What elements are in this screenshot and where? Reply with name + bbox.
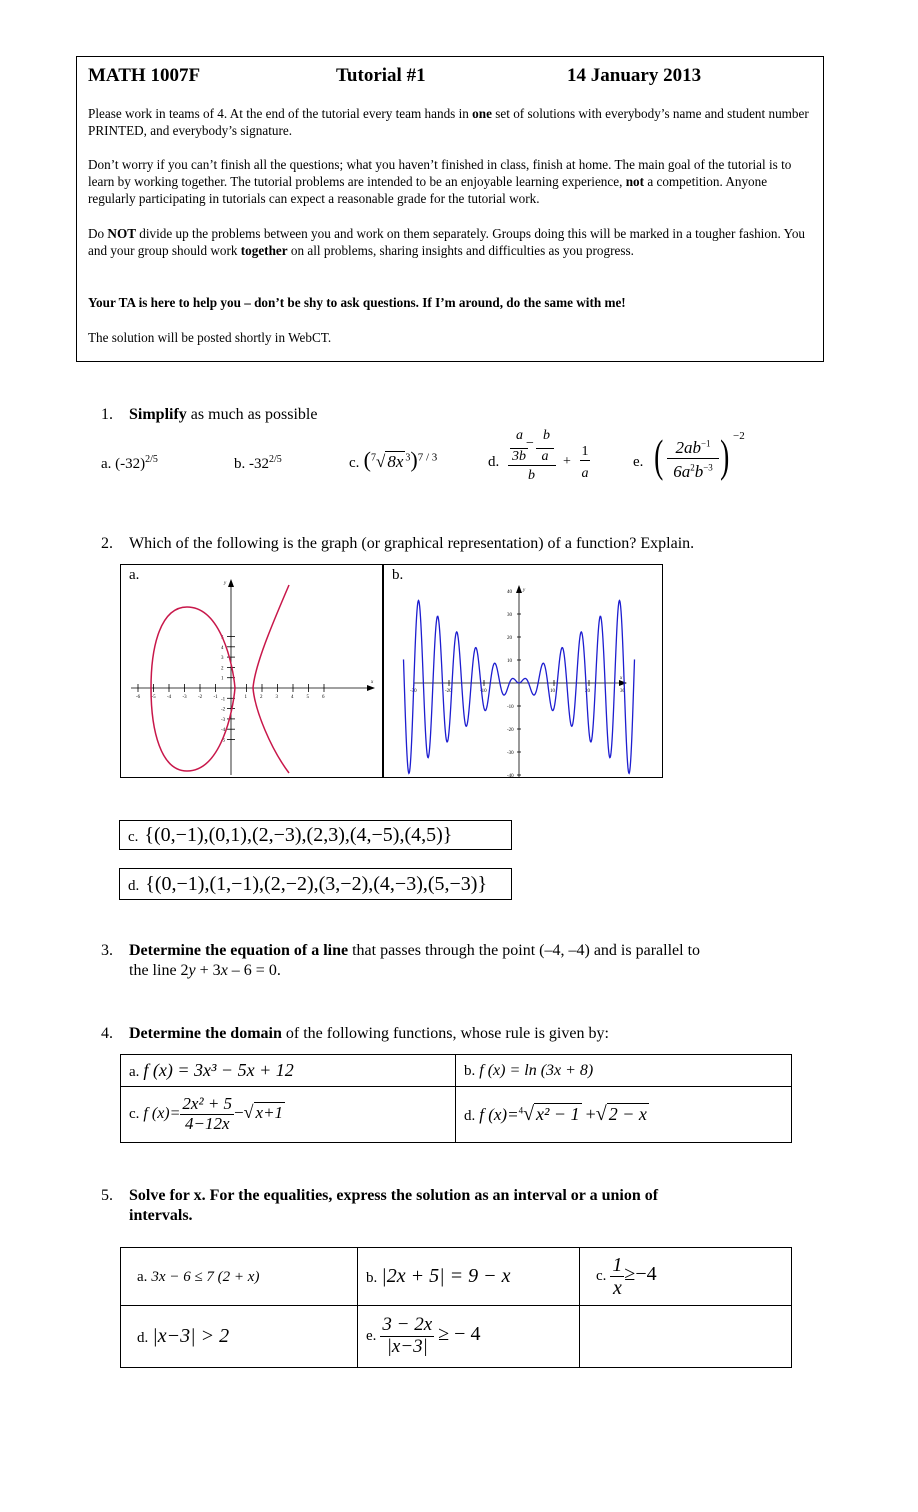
q5-table bbox=[120, 1247, 792, 1368]
graph-a-y-axis-label: y bbox=[224, 581, 227, 586]
q1-part-e: e. ( $2ab^{-1}$ $6a^2b^{-3}$ ) −2 bbox=[633, 430, 745, 481]
question-2-number: 2. bbox=[101, 535, 113, 552]
graph-a-y-tick-label: -3 bbox=[221, 717, 226, 723]
header-box bbox=[76, 56, 824, 362]
graph-a-y-tick-label: 2 bbox=[221, 666, 224, 672]
instructions-paragraph-1: Please work in teams of 4. At the end of the tutorial every team hands in one set of solutions with everybody’s name and student number PRINTED, and everybody’s signature. bbox=[88, 106, 809, 138]
question-1-text: Simplify as much as possible bbox=[129, 406, 318, 423]
graph-a-x-tick-label: 5 bbox=[306, 695, 309, 700]
instructions-paragraph-4: Your TA is here to help you – don’t be shy to ask questions. If I’m around, do the same with me! bbox=[88, 295, 626, 310]
graph-a-x-tick-label: 2 bbox=[260, 695, 263, 700]
q4-cell-a: a. f (x) = 3x³ − 5x + 12 bbox=[121, 1055, 456, 1087]
graph-b-x-tick-label: 10 bbox=[550, 689, 555, 694]
q5-cell-c: c. $\frac{1}{x}$ ≥−4 bbox=[580, 1248, 792, 1306]
q5-cell-e: e. $\frac{3 - 2x}{|x-3|}$ ≥ − 4 bbox=[358, 1306, 580, 1368]
set-c-label: c. bbox=[128, 829, 139, 845]
graph-a-x-tick-label: 3 bbox=[275, 695, 278, 700]
graph-b-box bbox=[383, 564, 663, 778]
q5-cell-a: a. 3x − 6 ≤ 7 (2 + x) bbox=[121, 1248, 358, 1306]
course-code: MATH 1007F bbox=[88, 65, 201, 86]
graph-a-left-loop bbox=[151, 607, 235, 771]
question-5-text: Solve for x. For the equalities, express the solution as an interval or a union of intervals. bbox=[129, 1187, 659, 1224]
graph-b-y-tick-label: -10 bbox=[507, 705, 514, 710]
set-d-label: d. bbox=[128, 878, 140, 894]
graph-b-y-tick-label: 20 bbox=[507, 636, 512, 641]
q5-cell-d: d. |x−3| > 2 bbox=[121, 1306, 358, 1368]
graph-b-x-axis-label: x bbox=[620, 676, 623, 681]
graph-b-y-tick-label: -20 bbox=[507, 728, 514, 733]
q4-cell-d: d. f (x)=$^4$√ x² − 1 +√ 2 − x bbox=[456, 1087, 792, 1143]
graph-b-y-tick-label: -40 bbox=[507, 774, 514, 779]
q4-table bbox=[120, 1054, 792, 1143]
q4-cell-b: b. f (x) = ln (3x + 8) bbox=[456, 1055, 792, 1087]
instructions-paragraph-5: The solution will be posted shortly in WebCT. bbox=[88, 330, 332, 345]
tutorial-title: Tutorial #1 bbox=[336, 65, 426, 86]
graph-a-x-tick-label: -1 bbox=[213, 695, 218, 700]
graph-a-right-branch bbox=[253, 585, 289, 773]
graph-a-x-tick-label: -6 bbox=[136, 695, 141, 700]
graph-b-y-tick-label: 30 bbox=[507, 613, 512, 618]
graph-a-y-tick-label: 1 bbox=[221, 676, 224, 682]
graph-a-x-axis-label: x bbox=[371, 680, 374, 685]
graph-a-plot bbox=[121, 565, 384, 779]
question-4-number: 4. bbox=[101, 1025, 113, 1042]
graph-a-label: a. bbox=[129, 567, 140, 583]
q1-part-a: a. $(-32)^{2/5}$ bbox=[101, 454, 158, 472]
question-3-number: 3. bbox=[101, 942, 113, 959]
graph-b-x-tick-label: 30 bbox=[620, 689, 625, 694]
graph-a-y-tick-label: -5 bbox=[221, 738, 226, 744]
graph-b-x-tick-label: -30 bbox=[410, 689, 417, 694]
set-d-box bbox=[119, 868, 512, 900]
graph-b-x-tick-label: -20 bbox=[445, 689, 452, 694]
q1-part-c: c. ($^7$√ 8x $^3$)$^{7 / 3}$ bbox=[349, 447, 438, 472]
set-c: {(0,−1),(0,1),(2,−3),(2,3),(4,−5),(4,5)} bbox=[144, 824, 453, 846]
graph-b-y-axis-label: y bbox=[523, 588, 526, 593]
set-d: {(0,−1),(1,−1),(2,−2),(3,−2),(4,−3),(5,−3)} bbox=[145, 873, 488, 895]
graph-b-y-tick-label: 40 bbox=[507, 590, 512, 595]
graph-a-x-tick-label: 1 bbox=[244, 695, 247, 700]
graph-a-x-tick-label: -3 bbox=[182, 695, 187, 700]
question-4-text: Determine the domain of the following functions, whose rule is given by: bbox=[129, 1025, 609, 1042]
graph-b-y-tick-label: 10 bbox=[507, 659, 512, 664]
graph-b-label: b. bbox=[392, 567, 404, 583]
graph-a-y-tick-label: -1 bbox=[221, 697, 226, 703]
graph-b-x-tick-label: -10 bbox=[480, 689, 487, 694]
graph-b-plot bbox=[384, 565, 664, 779]
graph-a-y-tick-label: 5 bbox=[221, 635, 224, 641]
q4-cell-c: c. f (x)= $\frac{\text{2x² + 5}}{4-12x}$ −√ x+1 bbox=[121, 1087, 456, 1143]
instructions-paragraph-2: Don’t worry if you can’t finish all the questions; what you haven’t finished in class, finish at home. The main goal of the tutorial is to learn by working together. The tutorial problems are intended to be an enjoyable learning experience, not a competition. Anyone regularly participating in tutorials can expect a reasonable grade for the tutorial work. bbox=[88, 157, 792, 206]
graph-a-y-tick-label: 4 bbox=[221, 645, 224, 651]
graph-a-y-tick-label: -4 bbox=[221, 728, 226, 734]
graph-a-y-tick-label: 3 bbox=[221, 656, 224, 662]
graph-a-x-tick-label: 6 bbox=[322, 695, 325, 700]
tutorial-date: 14 January 2013 bbox=[567, 65, 702, 86]
instructions-paragraph-3: Do NOT divide up the problems between you and work on them separately. Groups doing this will be marked in a tougher fashion. You and your group should work together on all problems, sharing insights and difficulties as you progress. bbox=[88, 226, 806, 258]
graph-b-y-tick-label: -30 bbox=[507, 751, 514, 756]
graph-b-x-tick-label: 20 bbox=[585, 689, 590, 694]
question-3-text: Determine the equation of a line that passes through the point (–4, –4) and is parallel to the line 2y + 3x – 6 = 0. bbox=[129, 942, 701, 979]
graph-a-x-tick-label: -2 bbox=[198, 695, 203, 700]
q5-cell-empty bbox=[580, 1306, 792, 1368]
graph-a-x-tick-label: -5 bbox=[151, 695, 156, 700]
q1-part-b: b. $-32^{2/5}$ bbox=[234, 454, 282, 472]
q5-cell-b: b. |2x + 5| = 9 − x bbox=[358, 1248, 580, 1306]
graph-a-y-tick-label: -2 bbox=[221, 707, 226, 713]
question-2-text: Which of the following is the graph (or graphical representation) of a function? Explain. bbox=[129, 535, 695, 552]
graph-a-x-tick-label: -4 bbox=[167, 695, 172, 700]
graph-a-x-tick-label: 4 bbox=[291, 695, 294, 700]
question-1-number: 1. bbox=[101, 406, 113, 423]
graph-a-box bbox=[120, 564, 383, 778]
set-c-box bbox=[119, 820, 512, 850]
question-5-number: 5. bbox=[101, 1187, 113, 1204]
